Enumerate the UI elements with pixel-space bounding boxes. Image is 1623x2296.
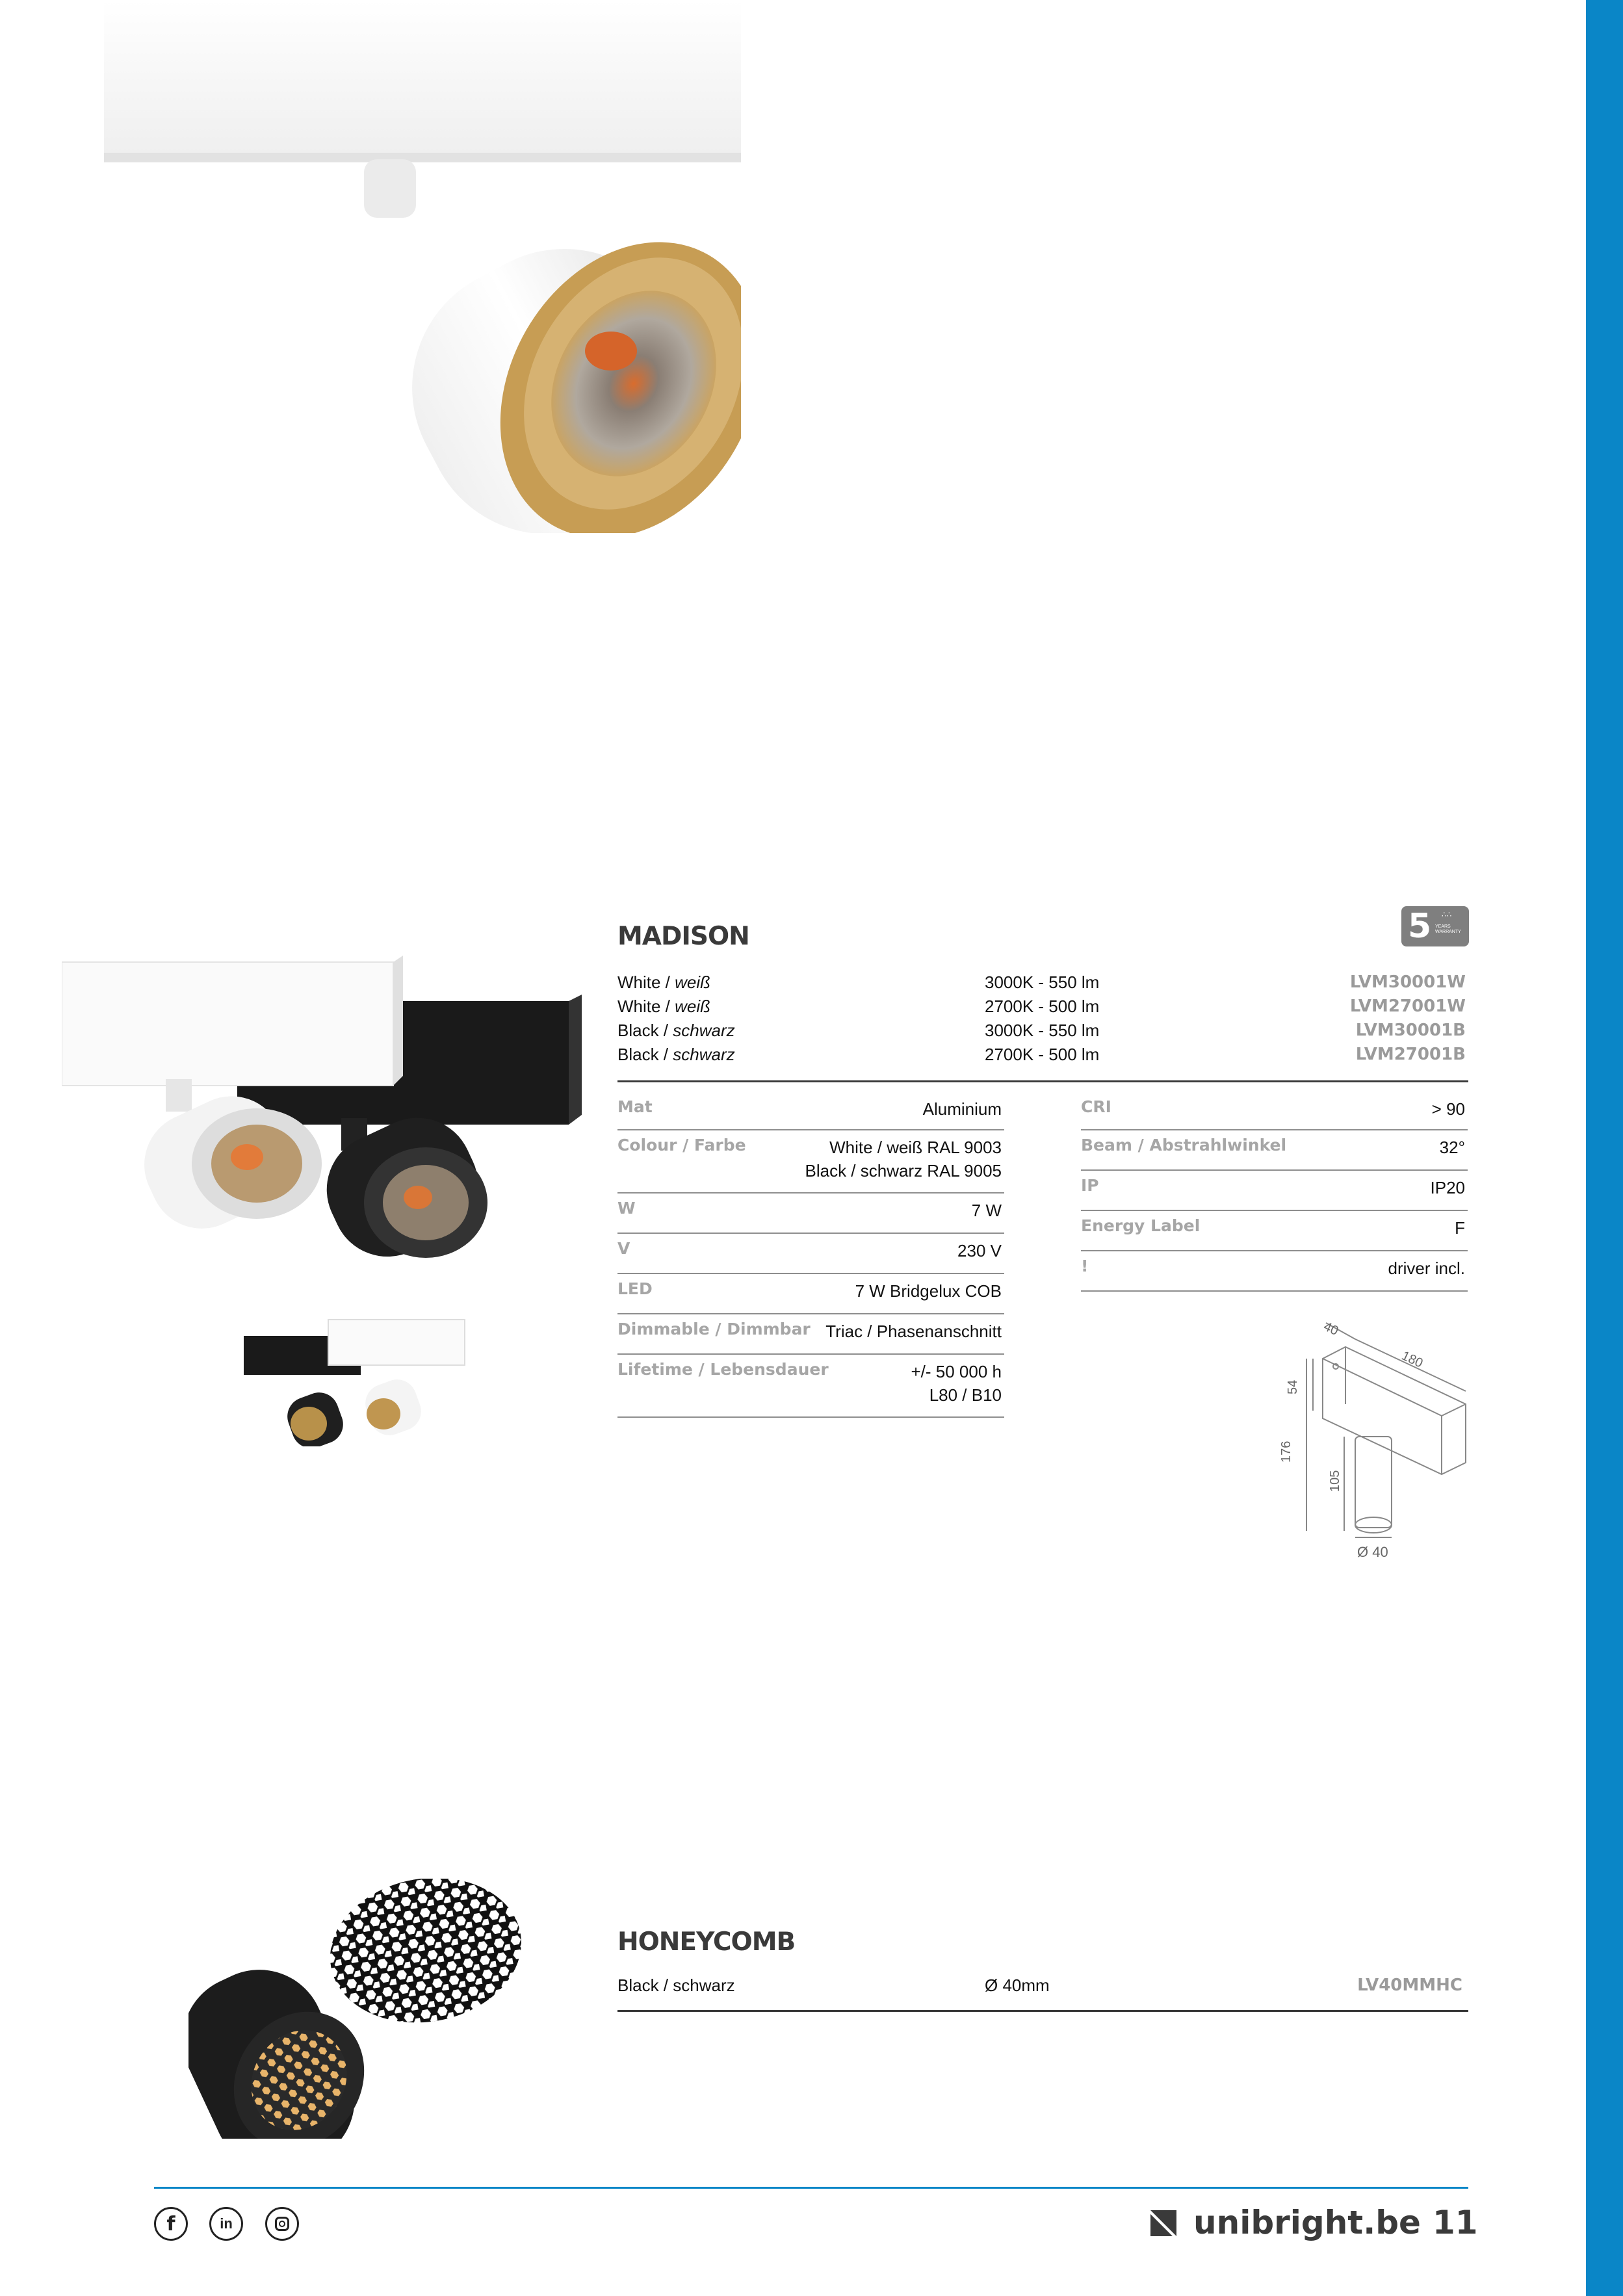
variant-spec: 3000K - 550 lm [985, 1021, 1100, 1040]
spec-label: Mat [617, 1097, 653, 1116]
spec-value [805, 1136, 1002, 1182]
dim-depth: 40 [1321, 1319, 1341, 1338]
spec-value: 7 W [971, 1201, 1002, 1220]
spec-value: 230 V [957, 1241, 1002, 1260]
spec-value-line: L80 / B10 [929, 1385, 1002, 1405]
madison-specs-right [1081, 1092, 1468, 1300]
spec-row-energy-label [1081, 1211, 1468, 1251]
variant-spec: 3000K - 550 lm [985, 972, 1100, 992]
warranty-number: 5 [1408, 907, 1432, 946]
brand-url[interactable]: unibright.be [1193, 2204, 1421, 2241]
spec-value: > 90 [1431, 1099, 1465, 1119]
variant-colour: White / [617, 972, 675, 992]
variant-row [617, 971, 1007, 995]
spec-row-lifetime [617, 1355, 1004, 1418]
dim-spot-height: 105 [1328, 1470, 1342, 1492]
spec-value: Aluminium [922, 1099, 1002, 1119]
spec-value [911, 1360, 1002, 1407]
facebook-icon[interactable] [154, 2207, 188, 2241]
dimension-drawing [1274, 1307, 1475, 1567]
variant-code: LVM27001B [1355, 1045, 1466, 1064]
hero-product-image [91, 0, 741, 533]
unibright-logo-icon [1149, 2209, 1178, 2237]
variant-row [617, 1043, 735, 1067]
variant-colour-de: schwarz [673, 1021, 735, 1040]
variant-spec: 2700K - 500 lm [985, 997, 1100, 1016]
instagram-glyph [275, 2217, 289, 2231]
spec-label: Dimmable / Dimmbar [617, 1320, 811, 1338]
dim-rail-height: 54 [1286, 1379, 1300, 1394]
spec-label: Energy Label [1081, 1216, 1201, 1235]
variant-code: LVM30001B [1355, 1021, 1466, 1040]
product-title-madison: MADISON [617, 922, 749, 951]
dim-length: 180 [1399, 1348, 1425, 1371]
honeycomb-product-image [188, 1879, 539, 2139]
variant-colour-de: weiß [675, 972, 711, 992]
spec-row-wattage [617, 1194, 1004, 1234]
spec-label: LED [617, 1279, 653, 1298]
spec-value: Triac / Phasenanschnitt [825, 1322, 1002, 1341]
spec-label: Colour / Farbe [617, 1136, 746, 1155]
spec-row-dimmable [617, 1314, 1004, 1355]
spec-label: Beam / Abstrahlwinkel [1081, 1136, 1287, 1155]
honeycomb-colour-de: schwarz [673, 1976, 735, 1995]
spec-value: driver incl. [1388, 1259, 1465, 1278]
spec-row-voltage [617, 1234, 1004, 1274]
honeycomb-spec: Ø 40mm [985, 1976, 1050, 1995]
honeycomb-colour [617, 1974, 735, 1998]
variant-colour: Black / [617, 1021, 673, 1040]
spec-label: V [617, 1239, 630, 1258]
spec-value: F [1455, 1218, 1465, 1238]
side-accent-bar [1586, 0, 1623, 2296]
linkedin-icon[interactable] [209, 2207, 243, 2241]
variant-spec: 2700K - 500 lm [985, 1045, 1100, 1064]
variant-code: LVM30001W [1349, 972, 1466, 992]
spec-value-line: White / weiß RAL 9003 [829, 1138, 1002, 1157]
spec-label: W [617, 1199, 636, 1218]
stars-icon: ∴∴ [1442, 910, 1452, 919]
variant-colour: Black / [617, 1045, 673, 1064]
spec-row-material [617, 1092, 1004, 1130]
product-title-honeycomb: HONEYCOMB [617, 1927, 796, 1957]
honeycomb-divider [617, 2010, 1468, 2012]
spec-label: ! [1081, 1257, 1089, 1275]
madison-variants-divider [617, 1080, 1468, 1082]
variant-colour-de: weiß [675, 997, 711, 1016]
variant-code: LVM27001W [1349, 997, 1466, 1016]
warranty-badge [1401, 906, 1469, 946]
spec-label: CRI [1081, 1097, 1111, 1116]
honeycomb-colour-en: Black / [617, 1976, 673, 1995]
spec-value: 32° [1439, 1138, 1465, 1157]
dim-diameter: Ø 40 [1357, 1544, 1388, 1560]
variant-row [617, 995, 710, 1019]
madison-specs-left [617, 1092, 1004, 1417]
warranty-text: YEARS WARRANTY [1435, 924, 1461, 934]
madison-thumbnail-image [62, 956, 582, 1281]
spec-value-line: Black / schwarz RAL 9005 [805, 1161, 1002, 1181]
spec-row-driver [1081, 1251, 1468, 1292]
spec-row-ip [1081, 1171, 1468, 1211]
spec-label: Lifetime / Lebensdauer [617, 1360, 829, 1379]
spec-row-cri [1081, 1092, 1468, 1130]
variant-row [617, 1019, 735, 1043]
spec-value-line: +/- 50 000 h [911, 1362, 1002, 1381]
variant-colour: White / [617, 997, 675, 1016]
variant-colour-de: schwarz [673, 1045, 735, 1064]
honeycomb-code: LV40MMHC [1357, 1976, 1462, 1995]
facebook-glyph: f [166, 2212, 175, 2236]
page-number: 11 [1433, 2204, 1478, 2241]
spec-value: 7 W Bridgelux COB [855, 1281, 1002, 1301]
spec-value: IP20 [1430, 1178, 1465, 1197]
spec-label: IP [1081, 1176, 1099, 1195]
madison-alt-image [244, 1316, 468, 1446]
spec-row-led [617, 1274, 1004, 1314]
linkedin-glyph: in [220, 2215, 233, 2232]
dim-total-height: 176 [1279, 1441, 1293, 1463]
spec-row-colour [617, 1130, 1004, 1194]
spec-row-beam [1081, 1130, 1468, 1171]
instagram-icon[interactable] [265, 2207, 299, 2241]
footer-divider [154, 2187, 1468, 2189]
